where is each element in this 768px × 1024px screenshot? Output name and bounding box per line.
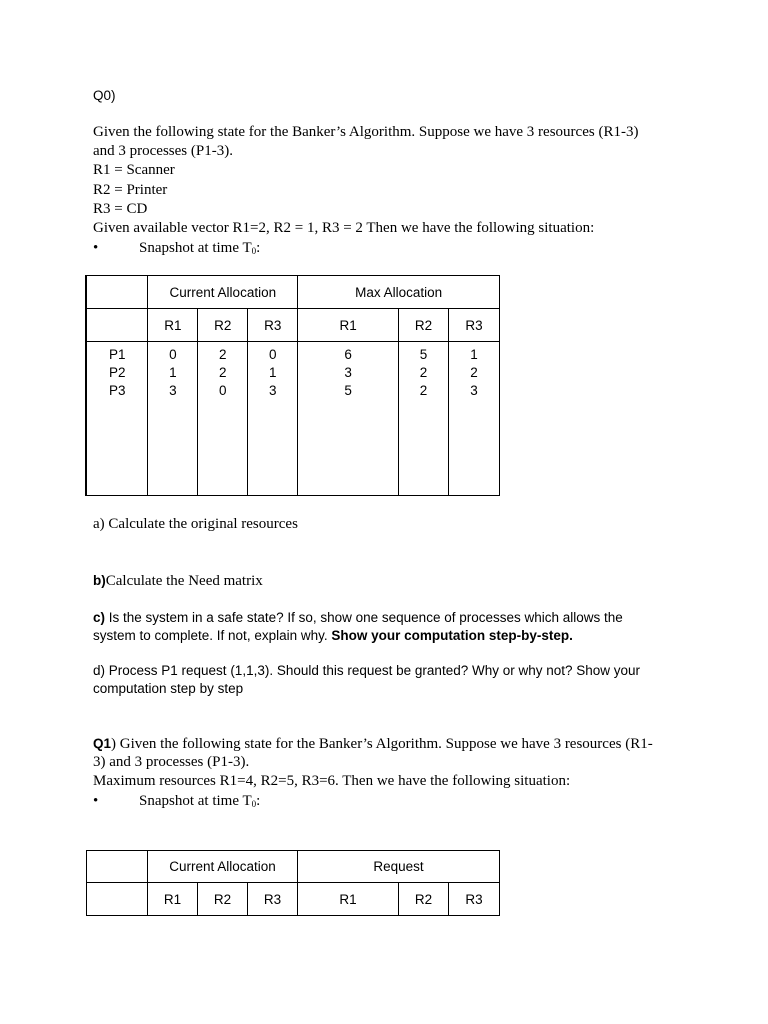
q0-question-b — [93, 571, 263, 591]
alloc-r2-column — [198, 342, 248, 496]
current-allocation-header: Current Allocation — [148, 276, 298, 309]
q0-resource-r3: R3 = CD — [93, 201, 148, 217]
column-header: R3 — [449, 883, 500, 916]
process-label: P1 — [108, 347, 126, 362]
q0-intro-line2: and 3 processes (P1-3). — [93, 143, 233, 159]
table-cell: 0 — [219, 383, 227, 398]
table-data-row — [86, 342, 500, 496]
table-cell: 5 — [344, 383, 352, 398]
q0-heading: Q0) — [93, 88, 116, 103]
table-column-header-row — [86, 309, 500, 342]
alloc-r1-column — [148, 342, 198, 496]
table-cell: 3 — [344, 365, 352, 380]
question-c-text2: system to complete. If not, explain why. — [93, 628, 332, 643]
process-column — [86, 342, 148, 496]
column-header: R3 — [248, 309, 298, 342]
table-cell: 6 — [344, 347, 352, 362]
column-header: R1 — [148, 309, 198, 342]
q1-snapshot-table — [86, 850, 500, 916]
column-header: R1 — [148, 883, 198, 916]
q1-label: Q1 — [93, 736, 112, 751]
table-cell: 5 — [419, 347, 428, 362]
current-allocation-header: Current Allocation — [148, 851, 298, 883]
q0-snapshot-table — [85, 275, 500, 496]
column-header: R2 — [198, 309, 248, 342]
max-r1-column — [298, 342, 399, 496]
q1-snapshot-label: Snapshot at time $T_0$: — [139, 793, 261, 809]
table-cell: 0 — [268, 347, 277, 362]
column-header: R3 — [449, 309, 500, 342]
table-cell: 2 — [419, 365, 428, 380]
table-cell: 2 — [470, 365, 478, 380]
q0-question-d — [93, 662, 640, 698]
table-cell: 3 — [470, 383, 478, 398]
table-corner-cell — [87, 851, 148, 883]
table-blank-cell — [86, 309, 148, 342]
question-c-bold: Show your computation step-by-step. — [331, 628, 573, 643]
table-cell: 1 — [268, 365, 277, 380]
table-cell: 0 — [169, 347, 177, 362]
table-cell: 2 — [219, 365, 227, 380]
q0-resource-r2: R2 = Printer — [93, 182, 168, 198]
table-group-header-row — [86, 276, 500, 309]
question-d-line2: computation step by step — [93, 681, 244, 696]
alloc-r3-column — [248, 342, 298, 496]
column-header: R2 — [399, 883, 449, 916]
column-header: R2 — [399, 309, 449, 342]
table-cell: 1 — [470, 347, 478, 362]
q0-question-c — [93, 609, 623, 645]
question-d-line1: d) Process P1 request (1,1,3). Should this request be granted? Why or why not? Show your — [93, 663, 641, 678]
max-allocation-header: Max Allocation — [298, 276, 500, 309]
table-cell: 3 — [169, 383, 177, 398]
q0-intro-line1: Given the following state for the Banker’s Algorithm. Suppose we have 3 resources (R1-3) — [93, 124, 639, 140]
q1-intro-line2: 3) and 3 processes (P1-3). — [93, 754, 250, 770]
q1-max-resources: Maximum resources R1=4, R2=5, R3=6. Then we have the following situation: — [93, 773, 571, 789]
table-cell: 1 — [169, 365, 177, 380]
process-label: P2 — [108, 365, 126, 380]
table-corner-cell — [86, 276, 148, 309]
table-cell: 2 — [419, 383, 428, 398]
max-r2-column — [399, 342, 449, 496]
request-header: Request — [298, 851, 500, 883]
bullet-icon: • — [93, 793, 99, 809]
table-cell: 3 — [268, 383, 277, 398]
table-group-header-row — [87, 851, 500, 883]
question-c-label: c) — [93, 610, 106, 625]
question-b-label: b) — [93, 573, 106, 588]
bullet-icon: • — [93, 240, 99, 256]
question-b-text: Calculate the Need matrix — [105, 573, 263, 589]
table-blank-cell — [87, 883, 148, 916]
max-r3-column — [449, 342, 500, 496]
q1-intro-line1 — [93, 734, 653, 754]
q0-question-a: a) Calculate the original resources — [93, 516, 298, 532]
table-column-header-row — [87, 883, 500, 916]
column-header: R2 — [198, 883, 248, 916]
process-label: P3 — [108, 383, 126, 398]
q0-resource-r1: R1 = Scanner — [93, 162, 175, 178]
table-cell: 2 — [219, 347, 227, 362]
column-header: R3 — [248, 883, 298, 916]
q0-available-vector: Given available vector R1=2, R2 = 1, R3 = 2 Then we have the following situation: — [93, 220, 595, 236]
column-header: R1 — [298, 883, 399, 916]
q0-snapshot-label: Snapshot at time $T_0$: — [139, 240, 261, 256]
question-c-text1: Is the system in a safe state? If so, show one sequence of processes which allows the — [105, 610, 623, 625]
column-header: R1 — [298, 309, 399, 342]
q1-intro-text: ) Given the following state for the Banker’s Algorithm. Suppose we have 3 resources (R1- — [111, 736, 653, 752]
